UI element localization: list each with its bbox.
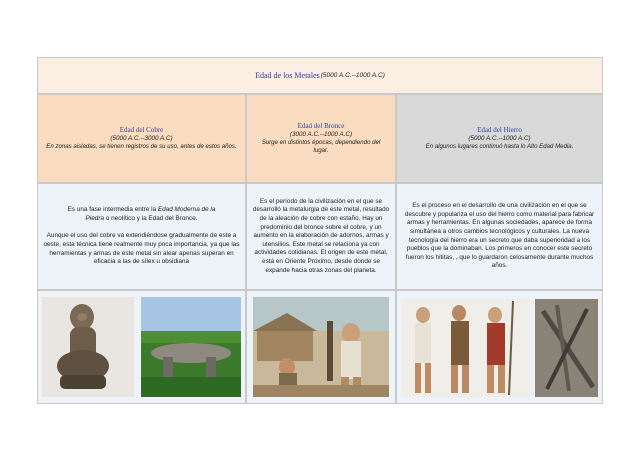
era-dates: (5000 A.C.--1000 A.C) [468,135,531,142]
era-header-bronze [246,94,396,183]
header-title: Edad de los Metales [255,71,320,80]
iron-image [397,291,602,403]
era-body-bronze [246,183,396,290]
copper-image [38,291,245,403]
table-header [37,57,603,94]
era-desc: En algunos lugares continuó hasta lo Alto Edad Media. [425,143,574,150]
bronze-para-1: Es el período de la civilización en el que se desarrolló la metalurgia de este metal, resultado de la aleación de cobre con estaño. Hay un predominio del bronce sobre el cobre, y un aumento en la elaboración de adornos, armas y utensilios. Este metal se relaciona ya con actividades cotidianas. El origen de este metal, está en Oriente Próximo, desde donde se expande hacia otras zonas del planeta. [252,197,390,274]
iron-para-1: Es el proceso en el desarrollo de una civilización en el que se descubre y populariza el uso del hierro como material para fabricar armas y herramientas. En algunas sociedades, aparece de forma simultánea a otros cambios tecnológicos y culturales. La nueva tecnología del hierro era un secreto que daba superioridad a los pueblos que la dominaban. Los primeros en conocer este secreto fueron los hititas, , que lo guardaron celosamente durante muchos años. [404,202,595,270]
era-title: Edad del Bronce [297,122,345,130]
era-title: Edad del Cobre [119,126,164,134]
era-header-iron [396,94,603,183]
bronze-image [247,291,395,403]
header-dates: (5000 A.C.--1000 A.C) [320,72,385,79]
era-body-copper [37,183,246,290]
era-desc: Surge en distintos épocas, dependiendo del lugar. [261,139,381,154]
image-cell-iron [396,290,603,404]
era-desc: En zonas aisladas, se tienen registros de su uso, antes de estos años. [46,143,237,150]
era-dates: (3000 A.C.--1000 A.C) [289,131,353,138]
copper-para-2: Aunque el uso del cobre va extendiéndose gradualmente de este a oeste, esta técnica tiene realmente muy poca importancia, ya que las herramientas y armas de este metal sin alear apenas superan en eficacia a las de sílex u obsidiana [43,232,240,266]
era-dates: (5000 A.C.--3000 A.C) [110,135,173,142]
image-cell-bronze [246,290,396,404]
era-header-copper [37,94,246,183]
era-body-iron [396,183,603,290]
image-cell-copper [37,290,246,404]
era-title: Edad del Hierro [477,126,522,134]
copper-para-1: Es una fase intermedia entre la Edad Moderna de la Piedra o neolítico y la Edad del Bronce. [67,206,216,222]
